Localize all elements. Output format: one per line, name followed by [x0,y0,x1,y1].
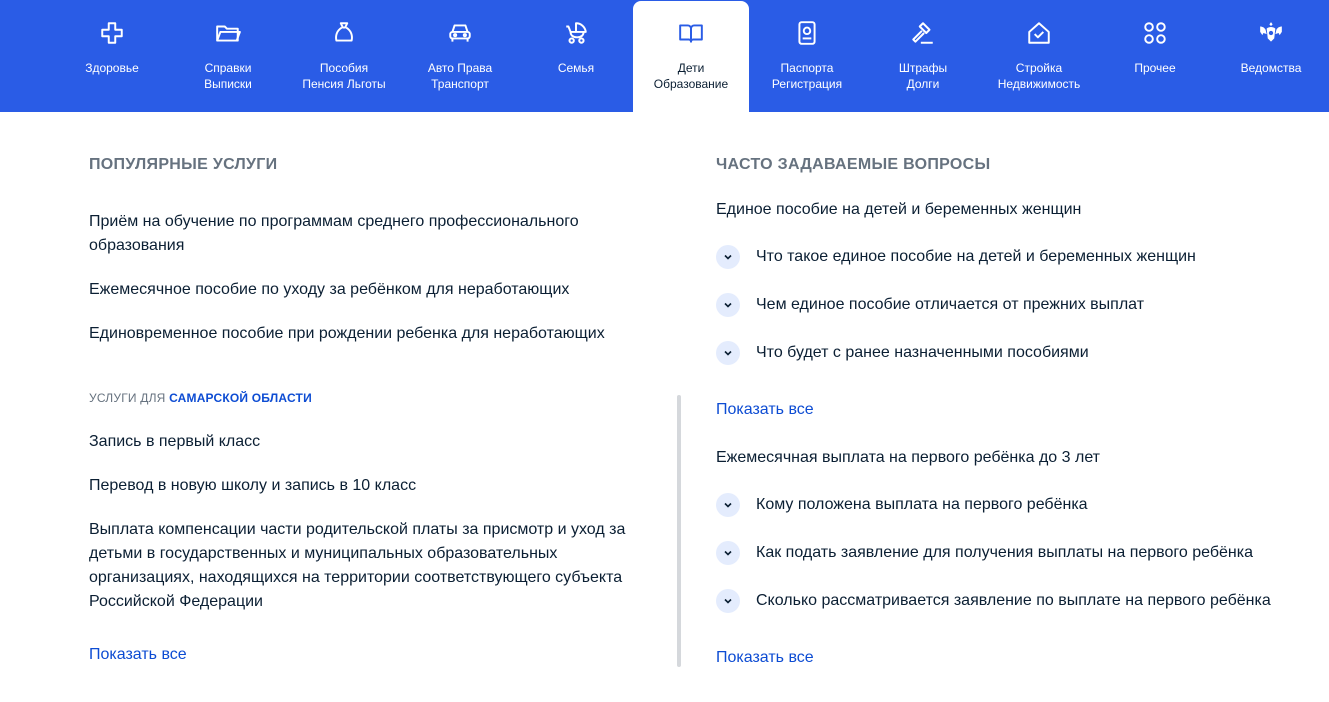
faq-question: Как подать заявление для получения выплаты на первого ребёнка [756,544,1253,561]
faq-question: Сколько рассматривается заявление по выплате на первого ребёнка [756,592,1271,609]
popular-service-link[interactable]: Приём на обучение по программам среднего профессионального образования [89,213,579,254]
faq-question-toggle[interactable] [716,540,1253,566]
nav-item-label: Пособия Пенсия Льготы [302,61,386,91]
show-all-faq-link[interactable]: Показать все [716,649,814,666]
popular-services-title: ПОПУЛЯРНЫЕ УСЛУГИ [89,156,278,173]
nav-item-other[interactable] [1097,0,1213,112]
regional-services-title [89,391,312,405]
nav-item-family[interactable] [518,0,634,112]
nav-item-benefits[interactable] [286,0,402,112]
faq-question-toggle[interactable] [716,340,1089,366]
car-icon [446,19,474,47]
nav-item-label: Прочее [1134,61,1176,75]
passport-icon [793,19,821,47]
coat-of-arms-icon [1257,19,1285,47]
regional-service-link[interactable]: Выплата компенсации части родительской платы за присмотр и уход за детьми в государственных и муниципальных образовательных организациях, находящихся на территории соответствующего субъекта Российской Федерации [89,521,626,610]
show-all-regional-link[interactable]: Показать все [89,646,187,663]
faq-question: Кому положена выплата на первого ребёнка [756,496,1088,513]
nav-item-label: Авто Права Транспорт [427,61,493,91]
nav-item-children-education[interactable] [633,1,749,112]
nav-item-label: Справки Выписки [204,61,252,91]
nav-item-label: Стройка Недвижимость [997,61,1081,91]
gavel-icon [909,19,937,47]
faq-question-toggle[interactable] [716,588,1271,614]
nav-item-agencies[interactable] [1213,0,1329,112]
faq-title: ЧАСТО ЗАДАВАЕМЫЕ ВОПРОСЫ [716,156,991,173]
money-bag-icon [330,19,358,47]
nav-item-label: Штрафы Долги [898,61,948,91]
region-selector-link[interactable]: САМАРСКОЙ ОБЛАСТИ [169,391,312,405]
nav-item-passports[interactable] [749,0,865,112]
nav-item-label: Здоровье [85,61,139,75]
chevron-down-icon [716,341,740,365]
nav-item-label: Дети Образование [653,61,729,91]
open-book-icon [677,19,705,47]
chevron-down-icon [716,493,740,517]
health-cross-icon [98,19,126,47]
regional-title-prefix: УСЛУГИ ДЛЯ [89,391,170,405]
faq-question-toggle[interactable] [716,292,1144,318]
nav-item-health[interactable] [54,0,170,112]
nav-item-auto[interactable] [402,0,518,112]
popular-service-link[interactable]: Ежемесячное пособие по уходу за ребёнком для неработающих [89,281,570,298]
faq-question: Что будет с ранее назначенными пособиями [756,344,1089,361]
faq-question: Чем единое пособие отличается от прежних выплат [756,296,1145,313]
faq-question: Что такое единое пособие на детей и беременных женщин [756,248,1196,265]
faq-question-toggle[interactable] [716,492,1088,518]
chevron-down-icon [716,245,740,269]
faq-question-toggle[interactable] [716,244,1196,270]
house-icon [1025,19,1053,47]
chevron-down-icon [716,589,740,613]
show-all-faq-link[interactable]: Показать все [716,401,814,418]
nav-item-label: Ведомства [1240,61,1302,75]
grid-icon [1141,19,1169,47]
faq-group-title: Единое пособие на детей и беременных женщин [716,201,1082,218]
nav-item-fines[interactable] [865,0,981,112]
nav-item-certificates[interactable] [170,0,286,112]
scrollbar[interactable] [677,395,681,667]
nav-item-label: Паспорта Регистрация [771,61,843,91]
baby-stroller-icon [562,19,590,47]
chevron-down-icon [716,293,740,317]
nav-item-label: Семья [557,61,595,75]
regional-service-link[interactable]: Перевод в новую школу и запись в 10 класс [89,477,417,494]
chevron-down-icon [716,541,740,565]
faq-group-title: Ежемесячная выплата на первого ребёнка до 3 лет [716,449,1101,466]
popular-service-link[interactable]: Единовременное пособие при рождении ребенка для неработающих [89,325,605,342]
nav-item-construction[interactable] [981,0,1097,112]
regional-service-link[interactable]: Запись в первый класс [89,433,261,450]
folder-icon [214,19,242,47]
category-nav [0,0,1329,112]
